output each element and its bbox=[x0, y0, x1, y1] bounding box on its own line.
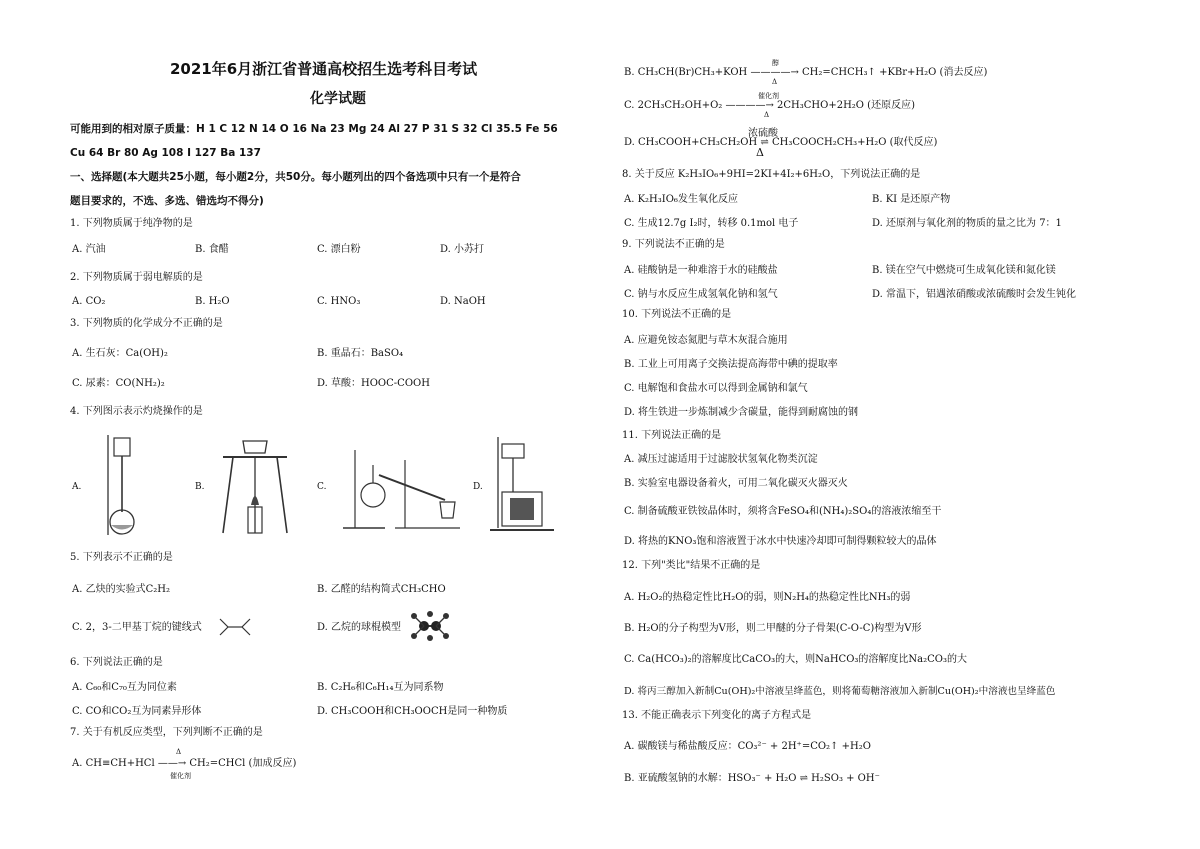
q2-option-b: B. H₂O bbox=[195, 296, 230, 307]
ethane-ball-stick-figure bbox=[410, 610, 450, 642]
q2-option-c: C. HNO₃ bbox=[317, 296, 361, 307]
q10-option-b: B. 工业上可用离子交换法提高海带中碘的提取率 bbox=[624, 359, 838, 370]
section-1-instructions-line-2: 题目要求的，不选、多选、错选均不得分) bbox=[70, 195, 264, 207]
q3-option-c: C. 尿素：CO(NH₂)₂ bbox=[72, 378, 165, 389]
q12-option-c: C. Ca(HCO₃)₂的溶解度比CaCO₃的大，则NaHCO₃的溶解度比Na₂CO₃的大 bbox=[624, 654, 967, 665]
q13-stem: 13. 不能正确表示下列变化的离子方程式是 bbox=[622, 710, 812, 721]
q3-option-d: D. 草酸：HOOC-COOH bbox=[317, 378, 430, 389]
q2-stem: 2. 下列物质属于弱电解质的是 bbox=[70, 272, 203, 283]
q3-stem: 3. 下列物质的化学成分不正确的是 bbox=[70, 318, 223, 329]
q13-option-b: B. 亚硫酸氢钠的水解：HSO₃⁻ + H₂O ⇌ H₂SO₃ + OH⁻ bbox=[624, 773, 880, 784]
q7-option-a: A. CH≡CH+HCl ——→ CH₂=CHCl (加成反应) bbox=[72, 758, 297, 769]
q7-c-condition-bottom: Δ bbox=[764, 111, 770, 119]
q7-stem: 7. 关于有机反应类型，下列判断不正确的是 bbox=[70, 727, 263, 738]
atomic-mass-line-1: 可能用到的相对原子质量：H 1 C 12 N 14 O 16 Na 23 Mg 24 Al 27 P 31 S 32 Cl 35.5 Fe 56 bbox=[70, 123, 558, 135]
q9-option-c: C. 钠与水反应生成氢氧化钠和氢气 bbox=[624, 289, 778, 300]
q11-option-d: D. 将热的KNO₃饱和溶液置于冰水中快速冷却即可制得颗粒较大的晶体 bbox=[624, 536, 937, 547]
q4-option-d-label: D. bbox=[473, 482, 483, 492]
q10-option-c: C. 电解饱和食盐水可以得到金属钠和氯气 bbox=[624, 383, 808, 394]
q1-option-a: A. 汽油 bbox=[72, 244, 106, 255]
q4-option-b-label: B. bbox=[195, 482, 205, 492]
q11-option-b: B. 实验室电器设备着火，可用二氧化碳灭火器灭火 bbox=[624, 478, 848, 489]
q6-option-b: B. C₂H₆和C₆H₁₄互为同系物 bbox=[317, 682, 444, 693]
q8-option-a: A. K₂H₃IO₆发生氧化反应 bbox=[624, 194, 738, 205]
q7-option-b: B. CH₃CH(Br)CH₃+KOH ————→ CH₂=CHCH₃↑ +KBr+H₂O (消去反应) bbox=[624, 67, 988, 78]
q3-option-a: A. 生石灰：Ca(OH)₂ bbox=[72, 348, 168, 359]
q7-d-condition-bottom: Δ bbox=[756, 146, 764, 159]
atomic-mass-line-2: Cu 64 Br 80 Ag 108 I 127 Ba 137 bbox=[70, 147, 261, 159]
q2-option-d: D. NaOH bbox=[440, 296, 486, 307]
q9-option-b: B. 镁在空气中燃烧可生成氧化镁和氮化镁 bbox=[872, 265, 1056, 276]
q11-option-c: C. 制备硫酸亚铁铵晶体时，须将含FeSO₄和(NH₄)₂SO₄的溶液浓缩至干 bbox=[624, 506, 942, 517]
q1-option-d: D. 小苏打 bbox=[440, 244, 485, 255]
q1-option-c: C. 漂白粉 bbox=[317, 244, 361, 255]
volumetric-flask-figure bbox=[88, 430, 148, 540]
section-1-instructions-line-1: 一、选择题(本大题共25小题，每小题2分，共50分。每小题列出的四个备选项中只有一个是符合 bbox=[70, 171, 521, 183]
exam-title: 2021年6月浙江省普通高校招生选考科目考试 bbox=[170, 60, 478, 78]
q8-option-b: B. KI 是还原产物 bbox=[872, 194, 951, 205]
q12-option-d: D. 将丙三醇加入新制Cu(OH)₂中溶液呈绛蓝色，则将葡萄糖溶液加入新制Cu(OH)₂中溶液也呈绛蓝色 bbox=[624, 686, 1056, 697]
q9-stem: 9. 下列说法不正确的是 bbox=[622, 239, 725, 250]
q5-option-b: B. 乙醛的结构简式CH₃CHO bbox=[317, 584, 446, 595]
q5-option-d: D. 乙烷的球棍模型 bbox=[317, 622, 402, 633]
q4-option-a-label: A. bbox=[72, 482, 82, 492]
q7-option-d: D. CH₃COOH+CH₃CH₂OH ⇌ CH₃COOCH₂CH₃+H₂O (取代反应) bbox=[624, 137, 938, 148]
q6-option-d: D. CH₃COOH和CH₃OOCH是同一种物质 bbox=[317, 706, 508, 717]
q10-stem: 10. 下列说法不正确的是 bbox=[622, 309, 732, 320]
q10-option-a: A. 应避免铵态氮肥与草木灰混合施用 bbox=[624, 335, 788, 346]
q7-c-condition-top: 催化剂 bbox=[758, 92, 779, 100]
q11-stem: 11. 下列说法正确的是 bbox=[622, 430, 722, 441]
q1-option-b: B. 食醋 bbox=[195, 244, 229, 255]
q11-option-a: A. 减压过滤适用于过滤胶状氢氧化物类沉淀 bbox=[624, 454, 818, 465]
q8-option-c: C. 生成12.7g I₂时，转移 0.1mol 电子 bbox=[624, 218, 799, 229]
q7-a-condition-top: Δ bbox=[176, 748, 182, 756]
q6-option-a: A. C₆₀和C₇₀互为同位素 bbox=[72, 682, 177, 693]
q7-option-c: C. 2CH₃CH₂OH+O₂ ————→ 2CH₃CHO+2H₂O (还原反应) bbox=[624, 100, 915, 111]
q1-stem: 1. 下列物质属于纯净物的是 bbox=[70, 218, 193, 229]
q9-option-a: A. 硅酸钠是一种难溶于水的硅酸盐 bbox=[624, 265, 778, 276]
dimethylbutane-skeletal-figure bbox=[218, 616, 252, 638]
q9-option-d: D. 常温下，铝遇浓硝酸或浓硫酸时会发生钝化 bbox=[872, 289, 1077, 300]
q5-stem: 5. 下列表示不正确的是 bbox=[70, 552, 173, 563]
distillation-figure bbox=[335, 440, 465, 535]
q10-option-d: D. 将生铁进一步炼制减少含碳量，能得到耐腐蚀的钢 bbox=[624, 407, 859, 418]
q12-option-a: A. H₂O₂的热稳定性比H₂O的弱，则N₂H₄的热稳定性比NH₃的弱 bbox=[624, 592, 911, 603]
q12-stem: 12. 下列"类比"结果不正确的是 bbox=[622, 560, 761, 571]
q3-option-b: B. 重晶石：BaSO₄ bbox=[317, 348, 404, 359]
q7-d-condition-top: 浓硫酸 bbox=[748, 128, 778, 139]
q13-option-a: A. 碳酸镁与稀盐酸反应：CO₃²⁻ + 2H⁺=CO₂↑ +H₂O bbox=[624, 741, 871, 752]
q12-option-b: B. H₂O的分子构型为V形，则二甲醚的分子骨架(C-O-C)构型为V形 bbox=[624, 623, 922, 634]
q7-b-condition-top: 醇 bbox=[772, 59, 779, 67]
q5-option-c: C. 2，3-二甲基丁烷的键线式 bbox=[72, 622, 202, 633]
exam-subtitle: 化学试题 bbox=[310, 91, 366, 107]
q4-stem: 4. 下列图示表示灼烧操作的是 bbox=[70, 406, 203, 417]
evaporating-dish-figure bbox=[488, 432, 558, 542]
crucible-tripod-figure bbox=[215, 435, 295, 540]
q5-option-a: A. 乙炔的实验式C₂H₂ bbox=[72, 584, 170, 595]
q2-option-a: A. CO₂ bbox=[72, 296, 106, 307]
q6-option-c: C. CO和CO₂互为同素异形体 bbox=[72, 706, 202, 717]
q8-option-d: D. 还原剂与氧化剂的物质的量之比为 7：1 bbox=[872, 218, 1062, 229]
q7-a-condition-bottom: 催化剂 bbox=[170, 772, 191, 780]
q8-stem: 8. 关于反应 K₂H₃IO₆+9HI=2KI+4I₂+6H₂O，下列说法正确的是 bbox=[622, 169, 921, 180]
q6-stem: 6. 下列说法正确的是 bbox=[70, 657, 163, 668]
q4-option-c-label: C. bbox=[317, 482, 327, 492]
q7-b-condition-bottom: Δ bbox=[772, 78, 778, 86]
